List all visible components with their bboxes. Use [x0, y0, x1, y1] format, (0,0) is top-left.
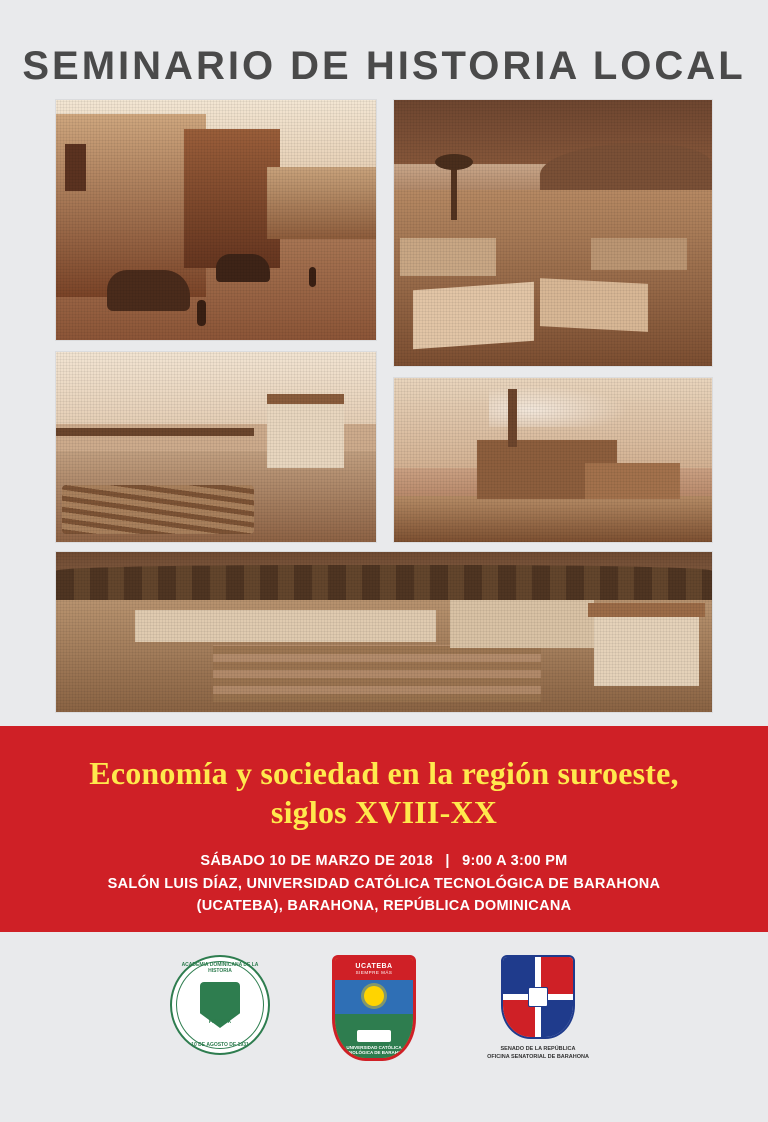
ucateba-tagline: SIEMPRE MÁS: [355, 970, 393, 975]
senado-line-1: SENADO DE LA REPÚBLICA: [500, 1046, 576, 1052]
poster-subtitle: [0, 726, 768, 832]
ucateba-shield-icon: [332, 955, 416, 1061]
book-icon: [357, 1030, 391, 1042]
event-details: [0, 850, 768, 917]
academia-ring-top: ACADEMIA DOMINICANA DE LA HISTORIA: [181, 962, 259, 974]
academia-ring-bottom: 10 DE AGOSTO DE 1931: [191, 1042, 249, 1048]
event-datetime-row: [0, 850, 768, 872]
sun-icon: [364, 986, 384, 1006]
photo-grid: [56, 100, 712, 712]
event-time: 9:00 A 3:00 PM: [462, 853, 568, 870]
photo-mill-art: [394, 378, 712, 542]
logo-senado-republica: [478, 955, 598, 1062]
photo-town-art: [394, 100, 712, 366]
detail-separator: |: [445, 853, 450, 870]
bible-icon: [528, 987, 548, 1007]
photo-coastal-town: [394, 100, 712, 366]
logo-ucateba: [332, 955, 416, 1061]
logo-academia-dominicana-historia: [170, 955, 270, 1055]
event-date: SÁBADO 10 DE MARZO DE 2018: [200, 853, 434, 870]
page-title: SEMINARIO DE HISTORIA LOCAL: [22, 44, 746, 88]
ucateba-footer: UNIVERSIDAD CATÓLICA TECNOLÓGICA DE BARAHONA: [339, 1045, 409, 1055]
senado-caption: [478, 1045, 598, 1062]
subtitle-line-2: siglos XVIII-XX: [270, 794, 498, 831]
photo-ruins-art: [56, 552, 712, 712]
sponsor-logos: [0, 955, 768, 1075]
photo-pier-logs: [56, 352, 376, 542]
national-coat-of-arms-icon: [501, 955, 575, 1039]
event-venue: SALÓN LUIS DÍAZ, UNIVERSIDAD CATÓLICA TECNOLÓGICA DE BARAHONA: [107, 875, 661, 892]
photo-sugar-mill: [394, 378, 712, 542]
photo-street-scene: [56, 100, 376, 340]
event-location: (UCATEBA), BARAHONA, REPÚBLICA DOMINICANA: [196, 898, 572, 914]
ucateba-name: UCATEBA: [355, 963, 393, 970]
photo-rural-ruins: [56, 552, 712, 712]
photo-pier-art: [56, 352, 376, 542]
ucateba-header: [335, 958, 413, 980]
subtitle-line-1: Economía y sociedad en la región suroeste,: [89, 755, 679, 791]
info-band: [0, 726, 768, 932]
senado-line-2: OFICINA SENATORIAL DE BARAHONA: [487, 1054, 589, 1061]
academia-seal-icon: [170, 955, 270, 1055]
photo-street-art: [56, 100, 376, 340]
academia-motto: FIAT LUX: [208, 1019, 232, 1025]
academia-seal-text: [170, 955, 270, 1055]
